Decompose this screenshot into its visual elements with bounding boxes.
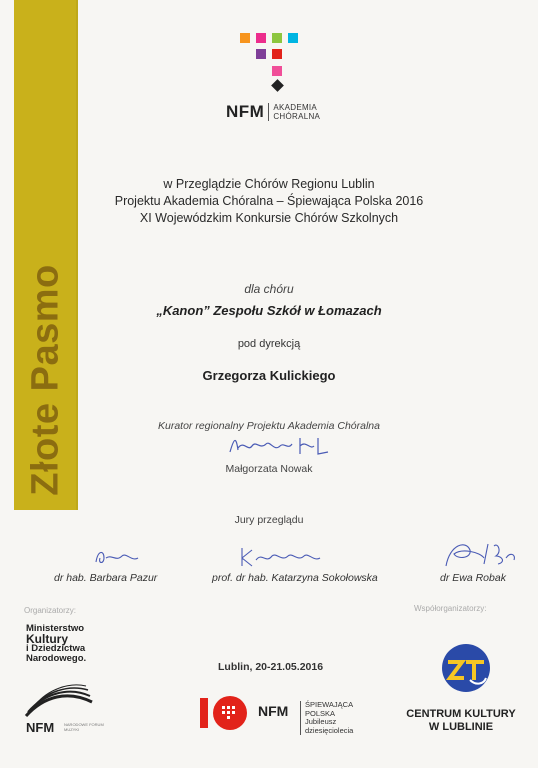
jubilee-text <box>300 701 353 735</box>
jury-member-1: dr hab. Barbara Pazur <box>54 572 158 584</box>
ministry-logo <box>26 624 86 664</box>
jubilee-line1: ŚPIEWAJĄCA <box>305 700 354 709</box>
logo-square <box>288 33 298 43</box>
robak-signature <box>440 538 520 570</box>
intro-line3: XI Wojewódzkim Konkursie Chórów Szkolnych <box>139 211 399 225</box>
band-label: Złote Pasmo <box>24 264 67 496</box>
ministry-line4: Narodowego. <box>26 653 87 664</box>
kurator-title: Kurator regionalny Projektu Akademia Chóralna <box>158 420 380 432</box>
conductor-name: Grzegorza Kulickiego <box>202 368 336 383</box>
logo-square <box>240 33 250 43</box>
centrum-line2: W LUBLINIE <box>428 721 494 733</box>
jubilee-line3: Jubileusz <box>305 717 337 726</box>
jury-member-3: dr Ewa Robak <box>440 572 506 584</box>
choir-name: „Kanon” Zespołu Szkół w Łomazach <box>156 303 382 318</box>
jury-member-2: prof. dr hab. Katarzyna Sokołowska <box>212 572 378 584</box>
centrum-kultury-logo <box>440 640 492 696</box>
nfm-akademia-logo <box>226 102 320 122</box>
jubilee-nfm-brand: NFM <box>258 703 289 719</box>
nfm-left-brand: NFM <box>26 720 55 735</box>
logo-square <box>256 33 266 43</box>
jubilee-10-logo <box>198 694 256 734</box>
nfm-subtitle <box>268 103 320 121</box>
ministry-line2: Kultury <box>26 632 68 646</box>
nfm-brand: NFM <box>226 102 265 121</box>
jubilee-line2: POLSKA <box>305 708 336 718</box>
pod-dyrekcja: pod dyrekcją <box>237 338 301 350</box>
sokolowska-signature <box>236 544 326 570</box>
ministry-line3: i Dziedzictwa <box>26 643 86 654</box>
pazur-signature <box>92 544 142 568</box>
logo-square <box>272 33 282 43</box>
ministry-line1: Ministerstwo <box>26 623 85 634</box>
event-date: Lublin, 20-21.05.2016 <box>218 661 324 673</box>
coorganizers-label: Współorganizatorzy: <box>414 604 487 613</box>
logo-square <box>256 49 266 59</box>
nfm-subtitle-line2: CHÓRALNA <box>273 112 321 121</box>
logo-diamond <box>271 79 284 92</box>
logo-square <box>272 66 282 76</box>
centrum-kultury-name <box>406 708 516 734</box>
organizers-label: Organizatorzy: <box>24 606 77 615</box>
centrum-line1: CENTRUM KULTURY <box>406 708 516 720</box>
jury-title: Jury przeglądu <box>234 514 304 526</box>
jubilee-line4: dziesięciolecia <box>305 725 354 735</box>
intro-line1: w Przeglądzie Chórów Regionu Lublin <box>163 177 375 191</box>
intro-line2: Projektu Akademia Chóralna – Śpiewająca Polska 2016 <box>114 194 424 208</box>
nfm-left-subtitle: NARODOWE FORUM MUZYKI <box>64 722 104 732</box>
nfm-subtitle-line1: AKADEMIA <box>273 103 318 112</box>
logo-square <box>272 49 282 59</box>
dla-choru: dla chóru <box>244 282 294 296</box>
kurator-name: Małgorzata Nowak <box>225 463 313 475</box>
intro-text <box>0 176 538 227</box>
nowak-signature <box>226 430 336 460</box>
